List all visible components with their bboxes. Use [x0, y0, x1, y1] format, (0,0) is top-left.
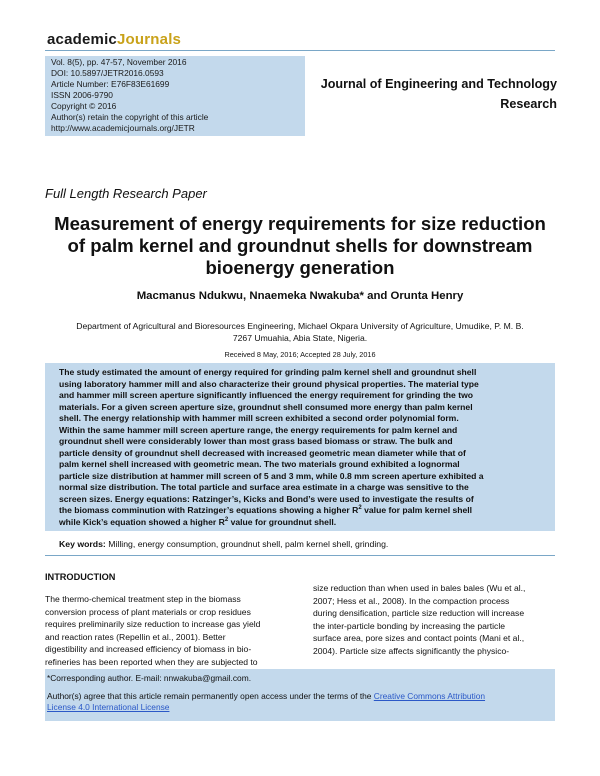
paper-title-line1: Measurement of energy requirements for size reduction: [54, 213, 546, 234]
abstract-line: [59, 517, 336, 527]
license-line2: [47, 702, 169, 712]
license-link[interactable]: Creative Commons Attribution: [373, 691, 486, 701]
abstract-line: groundnut shell were considerably lower than most grass based biomass or straw. The bulk and: [59, 436, 453, 446]
corresponding-author: *Corresponding author. E-mail: nnwakuba@gmail.com.: [47, 673, 252, 683]
meta-article-number: Article Number: E76F83E61699: [51, 79, 170, 89]
abstract-line: particle density of groundnut shell decreased with increased geometric mean diameter while that of: [59, 447, 466, 458]
abstract-line: materials. For a given screen aperture size, groundnut shell consumed more energy than palm kernel: [59, 401, 473, 412]
paper-title: [30, 213, 570, 279]
intro-left-line: conversion process of plant materials or crop residues: [45, 606, 251, 617]
keywords-divider: [45, 555, 555, 556]
article-metadata-box: [45, 56, 305, 136]
abstract-line: Within the same hammer mill screen aperture range, the energy requirements for palm kernel and: [59, 424, 458, 435]
paper-title-line2: of palm kernel and groundnut shells for downstream: [67, 235, 533, 256]
intro-left-line: requires preliminarily size reduction to increase gas yield: [45, 619, 261, 629]
meta-url-link[interactable]: http://www.academicjournals.org/JETR: [51, 123, 195, 133]
abstract-line: normal size distribution. The total particle and surface area estimate in a charge was sensitive to the: [59, 482, 469, 492]
journal-name-line1: Journal of Engineering and Technology: [320, 77, 557, 91]
abstract-line13-tail: value for palm kernel shell: [361, 505, 473, 515]
intro-left-line: refineries has been reported when they are subjected to: [45, 656, 258, 667]
r-squared-superscript: 2: [224, 516, 229, 523]
abstract-line: and hammer mill screen aperture significantly influenced the energy requirement for grinding the two: [59, 390, 474, 400]
footer-box: [45, 669, 555, 721]
header-divider: [45, 50, 555, 51]
received-accepted-dates: Received 8 May, 2016; Accepted 28 July, 2016: [224, 350, 376, 359]
intro-right-line: the inter-particle bonding by increasing the particle: [313, 620, 506, 631]
paper-authors: Macmanus Ndukwu, Nnaemeka Nwakuba* and Orunta Henry: [136, 290, 464, 302]
intro-right-line: during densification, particle size reduction will increase: [313, 608, 525, 618]
license-line1: [47, 691, 485, 701]
intro-left-line: digestibility and increased efficiency of biomass in bio-: [45, 644, 252, 654]
journal-name-line2: Research: [500, 97, 557, 111]
meta-copyright: Copyright © 2016: [51, 101, 117, 111]
author-affiliation: [45, 320, 555, 344]
abstract-line: [59, 505, 472, 515]
journal-name: [312, 74, 557, 114]
keywords-text: Milling, energy consumption, groundnut shell, palm kernel shell, grinding.: [105, 539, 389, 549]
meta-volume: Vol. 8(5), pp. 47-57, November 2016: [51, 57, 187, 67]
abstract-line: using laboratory hammer mill and also characterize their ground physical properties. The material type: [59, 378, 479, 389]
abstract-box: [45, 363, 555, 531]
affiliation-line2: 7267 Umuahia, Abia State, Nigeria.: [232, 333, 368, 343]
abstract-line: palm kernel shell increased with geometric mean. The two materials ground exhibited a lognormal: [59, 459, 460, 469]
meta-author-rights: Author(s) retain the copyright of this article: [51, 112, 209, 122]
intro-right-line: size reduction than when used in bales bales (Wu et al.,: [313, 583, 526, 593]
intro-right-line: surface area, pore sizes and contact points (Mani et al.,: [313, 633, 525, 643]
publisher-logo: [47, 31, 181, 48]
publisher-logo-part1: academic: [47, 31, 117, 48]
affiliation-line1: Department of Agricultural and Bioresources Engineering, Michael Okpara University of Agriculture, Umudike, P. M. B.: [76, 321, 524, 331]
section-heading-introduction: INTRODUCTION: [45, 572, 116, 582]
abstract-line: particle size distribution at hammer mill screen of 5 and 3 mm, while 0.8 mm screen aperture exhibited a: [59, 470, 484, 481]
intro-right-line: 2004). Particle size affects significantly the physico-: [313, 645, 510, 656]
intro-left-line: and reaction rates (Repellin et al., 2001). Better: [45, 631, 226, 642]
abstract-line13-text: the biomass comminution with Ratzinger’s equations showing a higher R: [59, 505, 359, 515]
license-text: Author(s) agree that this article remain permanently open access under the terms of the: [47, 691, 374, 701]
meta-issn: ISSN 2006-9790: [51, 90, 113, 100]
publisher-logo-part2: Journals: [116, 31, 182, 48]
meta-doi: DOI: 10.5897/JETR2016.0593: [51, 68, 164, 78]
abstract-line: The study estimated the amount of energy required for grinding palm kernel shell and groundnut shell: [59, 367, 477, 377]
intro-left-line: The thermo-chemical treatment step in the biomass: [45, 594, 241, 604]
paper-title-line3: bioenergy generation: [205, 257, 395, 278]
abstract-line: screen sizes. Energy equations: Ratzinger’s, Kicks and Bond’s were used to investigate the results of: [59, 493, 474, 504]
keywords: [59, 539, 388, 549]
keywords-label: Key words:: [59, 539, 106, 549]
abstract-line14-text: while Kick’s equation showed a higher R: [59, 516, 225, 527]
intro-right-line: 2007; Hess et al., 2008). In the compaction process: [313, 595, 510, 606]
paper-type: Full Length Research Paper: [45, 186, 207, 201]
abstract-line: shell. The energy relationship with hammer mill screen exhibited a second order polynomial form.: [59, 413, 459, 423]
abstract-line14-tail: value for groundnut shell.: [228, 516, 337, 527]
license-link-continued[interactable]: License 4.0 International License: [47, 702, 170, 712]
r-squared-superscript: 2: [358, 505, 362, 512]
